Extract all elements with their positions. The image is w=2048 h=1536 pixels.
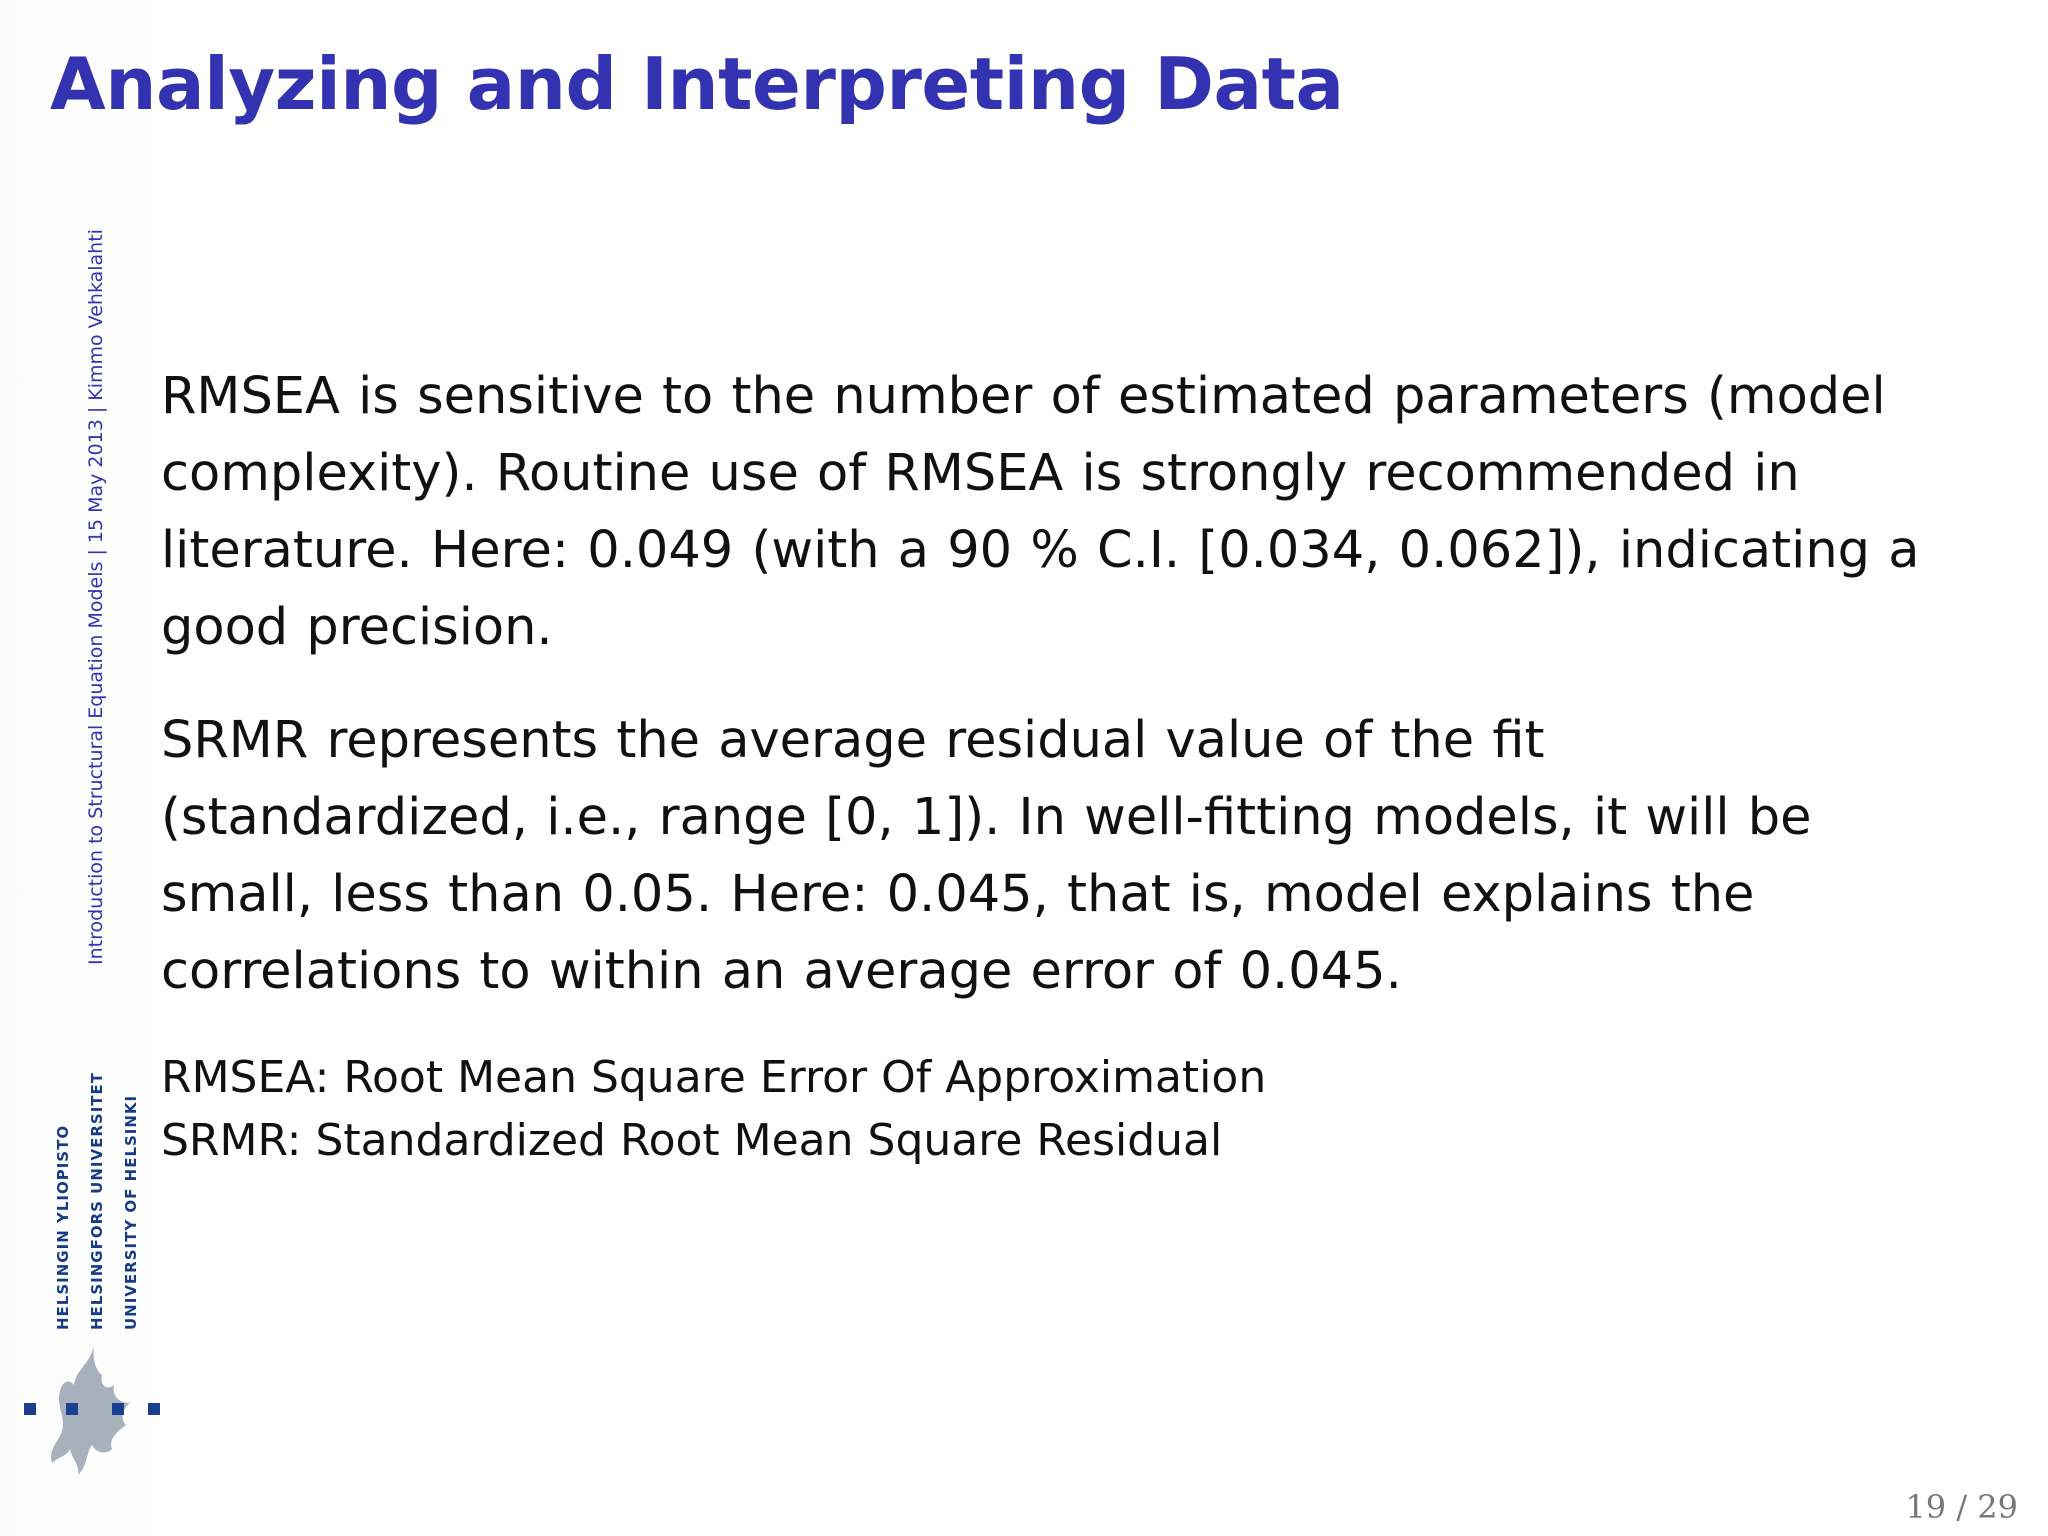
footnote-srmr: SRMR: Standardized Root Mean Square Residual <box>161 1115 1223 1166</box>
side-caption: Introduction to Structural Equation Models | 15 May 2013 | Kimmo Vehkalahti <box>85 229 107 965</box>
logo-square-3 <box>112 1403 124 1415</box>
logo-square-2 <box>66 1403 78 1415</box>
logo-line-english: UNIVERSITY OF HELSINKI <box>122 1094 140 1330</box>
footnote-rmsea: RMSEA: Root Mean Square Error Of Approximation <box>161 1052 1267 1103</box>
logo-line-finnish: HELSINGIN YLIOPISTO <box>54 1124 72 1330</box>
paragraph-srmr: SRMR represents the average residual value of the fit (standardized, i.e., range [0, 1]). In well-fitting models, it will be small, less than 0.05. Here: 0.045, that is, model explains the correlations to within an average error of 0.045. <box>161 711 1812 1001</box>
logo-square-1 <box>24 1403 36 1415</box>
slide-title: Analyzing and Interpreting Data <box>50 42 1344 126</box>
paragraph-rmsea: RMSEA is sensitive to the number of estimated parameters (model complexity). Routine use of RMSEA is strongly recommended in literature. Here: 0.049 (with a 90 % C.I. [0.034, 0.062]), indicating a good precision. <box>161 367 1920 657</box>
logo-square-4 <box>148 1403 160 1415</box>
university-logo-text <box>50 1072 150 1340</box>
page-number: 19 / 29 <box>1905 1488 2018 1526</box>
slide-body <box>161 358 1921 1172</box>
logo-line-swedish: HELSINGFORS UNIVERSITET <box>88 1072 106 1330</box>
footnotes <box>161 1046 1921 1172</box>
university-flame-logo-icon <box>22 1345 172 1475</box>
